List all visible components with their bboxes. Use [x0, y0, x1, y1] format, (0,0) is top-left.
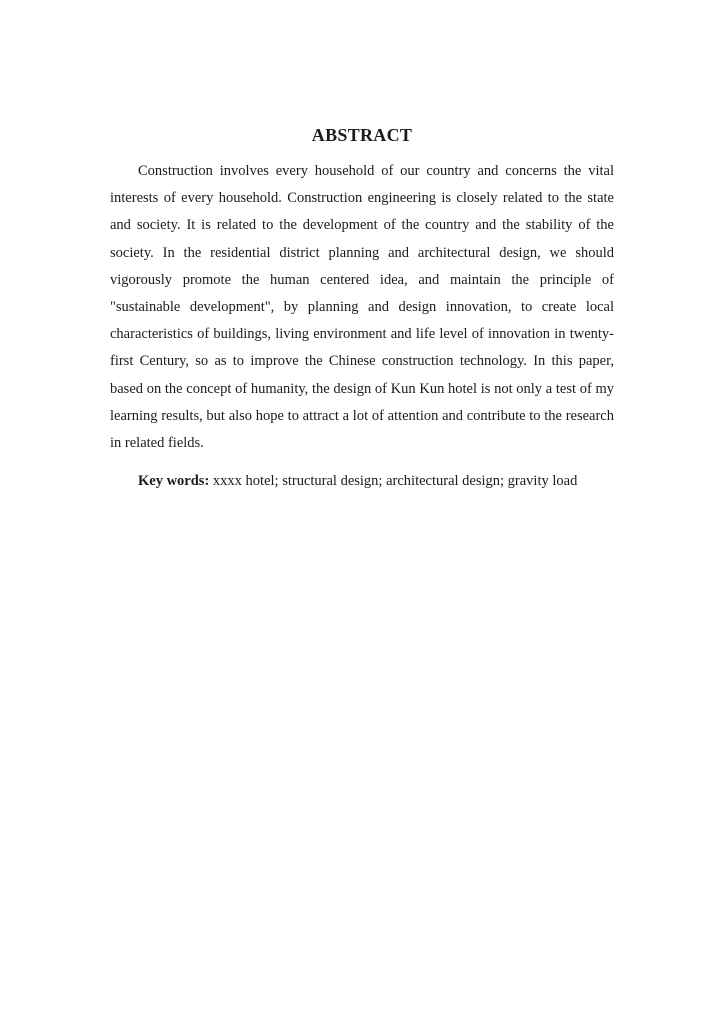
- keywords-label: Key words:: [138, 473, 210, 489]
- keywords-line: [110, 468, 614, 495]
- abstract-body: Construction involves every household of our country and concerns the vital interests of every household. Construction engineering is closely related to the state and society. It is related to the development of the country and the stability of the society. In the residential district planning and architectural design, we should vigorously promote the human centered idea, and maintain the principle of "sustainable development", by planning and design innovation, to create local characteristics of buildings, living environment and life level of innovation in twenty-first Century, so as to improve the Chinese construction technology. In this paper, based on the concept of humanity, the design of Kun Kun hotel is not only a test of my learning results, but also hope to attract a lot of attention and contribute to the research in related fields.: [110, 163, 614, 452]
- abstract-title: ABSTRACT: [311, 125, 413, 145]
- keywords-text: xxxx hotel; structural design; architectural design; gravity load: [212, 473, 578, 489]
